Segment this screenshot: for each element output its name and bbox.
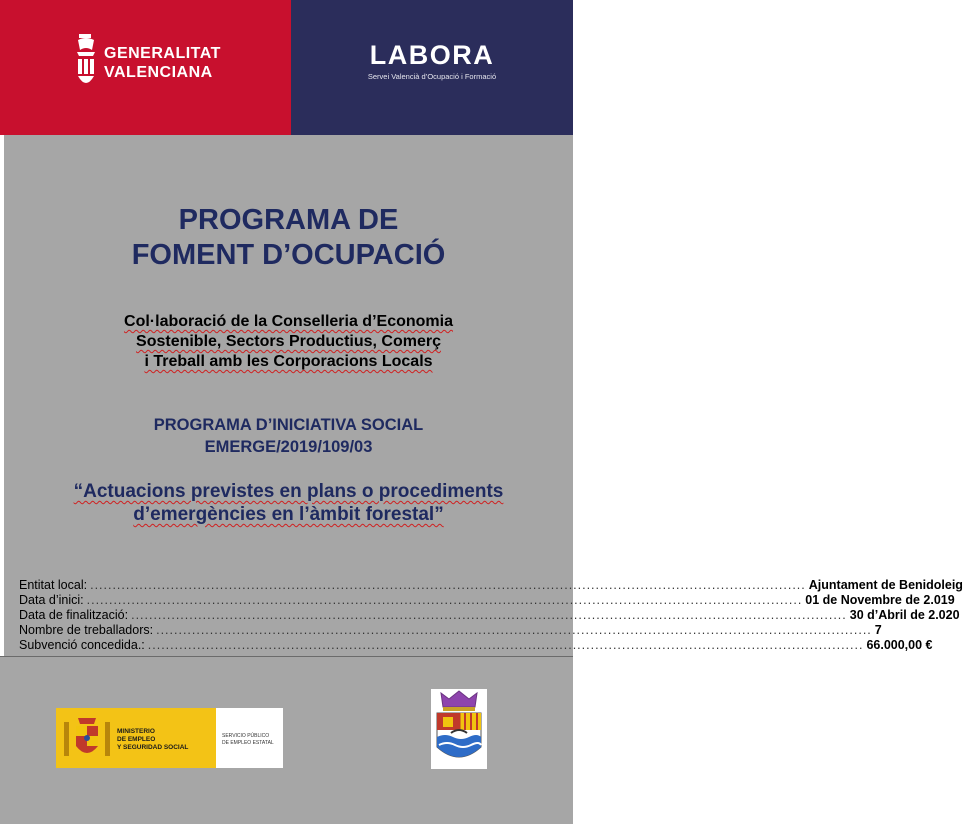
service-line: SERVICIO PÚBLICO <box>222 733 270 739</box>
title-line: FOMENT D’OCUPACIÓ <box>131 239 446 271</box>
collaboration-line: i Treball amb les Corporacions Locals <box>144 353 433 370</box>
labora-logo: LABORA <box>369 40 495 70</box>
generalitat-line: VALENCIANA <box>104 64 213 81</box>
service-name <box>222 733 274 747</box>
program-code <box>4 414 573 458</box>
ministry-name <box>117 728 188 752</box>
detail-value: 01 de Novembre de 2.019 <box>805 593 955 607</box>
labora-subtitle: Servei Valencià d’Ocupació i Formació <box>367 72 497 81</box>
ministry-line: Y SEGURIDAD SOCIAL <box>117 744 189 751</box>
dot-leader: ................................................................................................................................................................ <box>86 593 803 607</box>
collaboration-line: Col·laboració de la Conselleria d’Economia <box>124 313 453 330</box>
program-line: EMERGE/2019/109/03 <box>204 438 373 456</box>
detail-value: 7 <box>874 623 882 637</box>
generalitat-line: GENERALITAT <box>104 45 221 62</box>
detail-row <box>19 623 882 638</box>
title-line: PROGRAMA DE <box>178 204 399 236</box>
detail-row <box>19 608 960 623</box>
dot-leader: ................................................................................................................................................................ <box>90 578 806 592</box>
detail-label: Nombre de treballadors: <box>19 623 154 637</box>
detail-label: Subvenció concedida.: <box>19 638 145 652</box>
labora-panel <box>291 0 573 135</box>
spain-coat-of-arms-icon <box>62 714 112 762</box>
dot-leader: ................................................................................................................................................................ <box>147 638 864 652</box>
detail-row <box>19 593 955 608</box>
dot-leader: ................................................................................................................................................................ <box>156 623 872 637</box>
detail-value: Ajuntament de Benidoleig <box>808 578 963 592</box>
ministry-line: DE EMPLEO <box>117 736 156 743</box>
project-quote <box>4 480 573 526</box>
detail-label: Data d’inici: <box>19 593 84 607</box>
ministry-logo <box>56 708 283 768</box>
detail-label: Entitat local: <box>19 578 88 592</box>
quote-line: “Actuacions previstes en plans o procediments <box>73 481 504 502</box>
generalitat-panel <box>0 0 291 135</box>
generalitat-logo-icon <box>74 34 98 90</box>
collaboration-text <box>4 312 573 372</box>
detail-row <box>19 638 933 653</box>
page-title <box>4 203 573 273</box>
town-coat-of-arms-icon <box>431 689 487 769</box>
program-line: PROGRAMA D’INICIATIVA SOCIAL <box>153 416 424 434</box>
ministry-line: MINISTERIO <box>117 728 155 735</box>
header <box>0 0 573 135</box>
details-list <box>19 578 963 653</box>
dot-leader: ................................................................................................................................................................ <box>131 608 847 622</box>
detail-value: 30 d’Abril de 2.020 <box>849 608 960 622</box>
ministry-band <box>56 708 216 768</box>
detail-label: Data de finalització: <box>19 608 129 622</box>
service-line: DE EMPLEO ESTATAL <box>222 740 274 746</box>
quote-line: d’emergències en l’àmbit forestal” <box>133 504 444 525</box>
collaboration-line: Sostenible, Sectors Productius, Comerç <box>136 333 441 350</box>
detail-row <box>19 578 963 593</box>
generalitat-name <box>104 44 221 82</box>
detail-value: 66.000,00 € <box>866 638 933 652</box>
